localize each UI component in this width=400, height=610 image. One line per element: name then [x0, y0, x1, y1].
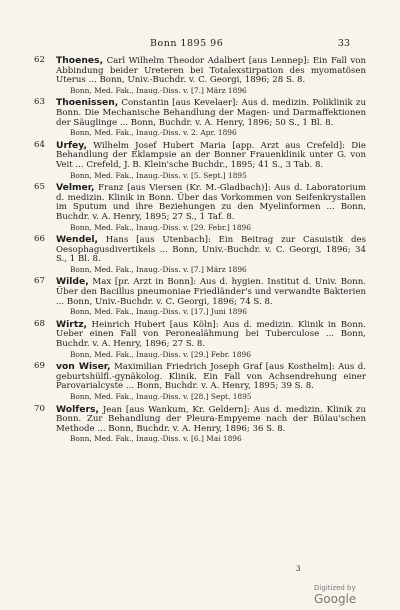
dissertation-note: Bonn, Med. Fak., Inaug.-Diss. v. [29.] Febr. 1896	[70, 349, 251, 359]
dissertation-note: Bonn, Med. Fak., Inaug.-Diss. v. [7.] März 1896	[70, 85, 247, 95]
list-item	[34, 56, 366, 95]
dissertation-note: Bonn, Med. Fak., Inaug.-Diss. v. 2. Apr. 1896	[70, 128, 237, 138]
list-item	[34, 362, 366, 401]
entry-list	[34, 56, 366, 447]
list-item	[34, 98, 366, 137]
signature-mark: 3	[296, 565, 301, 573]
entry-text	[56, 405, 366, 435]
entry-text	[56, 320, 366, 350]
page-number: 33	[337, 38, 350, 49]
page-header	[0, 38, 400, 52]
dissertation-note: Bonn, Med. Fak., Inaug.-Diss. v. [28.] Sept. 1895	[70, 392, 252, 401]
entry-body: Jean [aus Wankum, Kr. Geldern]: Aus d. medizin. Klinik zu Bonn. Zur Behandlung der Pleura-Empyeme nach der Bülau'schen Methode ... Bonn, Buchdr. v. A. Henry, 1896; 36 S. 8.	[56, 404, 366, 434]
dissertation-note: Bonn, Med. Fak., Inaug.-Diss. v. [7.] März 1896	[70, 264, 247, 274]
watermark-brand: Google	[314, 592, 357, 606]
author-name: Urfey,	[56, 139, 87, 151]
entry-body: Franz [aus Viersen (Kr. M.-Gladbach)]: Aus d. Laboratorium d. medizin. Klinik in Bonn. Über das Vorkommen von Seifenkrystallen im Sputum und ihre Beziehungen zu den Myelinformen ... Bonn, Buchdr. v. A. Henry, 1895; 27 S., 1 Taf. 8.	[56, 183, 366, 222]
entry-number: 62	[34, 55, 45, 65]
entry-number: 70	[34, 403, 45, 414]
list-item	[34, 183, 366, 232]
entry-body: Hans [aus Utenbach]: Ein Beitrag zur Casuistik des Oesophagusdivertikels ... Bonn, Univ.-Buchdr. v. C. Georgi, 1896; 34 S., 1 Bl. 8.	[56, 235, 366, 265]
entry-text	[56, 183, 366, 222]
author-name: von Wiser,	[56, 361, 111, 373]
dissertation-note: Bonn, Med. Fak., Inaug.-Diss. v. [17.] Juni 1896	[70, 307, 247, 317]
author-name: Wirtz,	[56, 318, 88, 330]
list-item	[34, 320, 366, 359]
author-name: Velmer,	[56, 182, 95, 194]
digitization-watermark	[314, 584, 400, 606]
list-item	[34, 405, 366, 444]
author-name: Wilde,	[56, 276, 89, 288]
author-name: Thoenes,	[56, 55, 104, 66]
entry-body: Carl Wilhelm Theodor Adalbert [aus Lennep]: Ein Fall von Abbindung beider Ureteren bei Totalexstirpation des myomatösen Uterus ... Bonn, Univ.-Buchdr. v. C. Georgi, 1896; 28 S. 8.	[56, 56, 366, 86]
entry-number: 69	[34, 361, 45, 372]
entry-number: 63	[34, 97, 45, 108]
entry-number: 68	[34, 318, 45, 329]
author-name: Wendel,	[56, 234, 99, 246]
entry-number: 66	[34, 234, 45, 245]
entry-number: 65	[34, 182, 45, 193]
entry-text	[56, 235, 366, 265]
list-item	[34, 277, 366, 316]
dissertation-note: Bonn, Med. Fak., Inaug.-Diss. v. [29. Febr.] 1896	[70, 222, 251, 232]
entry-number: 64	[34, 139, 45, 150]
entry-text	[56, 277, 366, 307]
list-item	[34, 141, 366, 180]
dissertation-note: Bonn, Med. Fak., Inaug.-Diss. v. [6.] Mai 1896	[70, 434, 242, 444]
watermark-prefix: Digitized by	[314, 584, 356, 592]
entry-text	[56, 362, 366, 392]
list-item	[34, 235, 366, 274]
running-title: Bonn 1895 96	[150, 38, 224, 49]
author-name: Wolfers,	[56, 403, 99, 415]
entry-body: Heinrich Hubert [aus Köln]: Aus d. medizin. Klinik in Bonn. Ueber einen Fall von Peronealähmung bei Tuberculose ... Bonn, Buchdr. v. A. Henry, 1896; 27 S. 8.	[56, 319, 366, 350]
dissertation-note: Bonn, Med. Fak., Inaug.-Diss. v. [5. Sept.] 1895	[70, 170, 247, 180]
entry-text	[56, 141, 366, 171]
author-name: Thoenissen,	[56, 97, 119, 109]
entry-body: Wilhelm Josef Hubert Maria [app. Arzt aus Crefeld]: Die Behandlung der Eklampsie an der Bonner Frauenklinik unter G. von Veit ... Crefeld, J. B. Klein'sche Buchdr., 1895; 41 S., 3 Tab. 8.	[56, 140, 366, 170]
entry-body: Max [pr. Arzt in Bonn]: Aus d. hygien. Institut d. Univ. Bonn. Über den Bacillus pneumoniae Friedländer's und verwandte Bakterien ... Bonn, Univ.-Buchdr. v. C. Georgi, 1896; 74 S. 8.	[56, 277, 366, 307]
entry-text	[56, 98, 366, 128]
entry-number: 67	[34, 276, 45, 287]
entry-text	[56, 56, 366, 86]
entry-body: Maximilian Friedrich Joseph Graf [aus Kosthelm]: Aus d. geburtshülfl.-gynäkolog. Klinik. Ein Fall von Achsendrehung einer Parovarialcyste ... Bonn, Buchdr. v. A. Henry, 1895; 39 S. 8.	[56, 362, 366, 392]
entry-body: Constantin [aus Kevelaer]: Aus d. medizin. Poliklinik zu Bonn. Die Mechanische Behandlung der Magen- und Darmaffektionen der Säuglinge ... Bonn, Buchdr. v. A. Henry, 1896; 50 S., 1 Bl. 8.	[56, 98, 366, 128]
